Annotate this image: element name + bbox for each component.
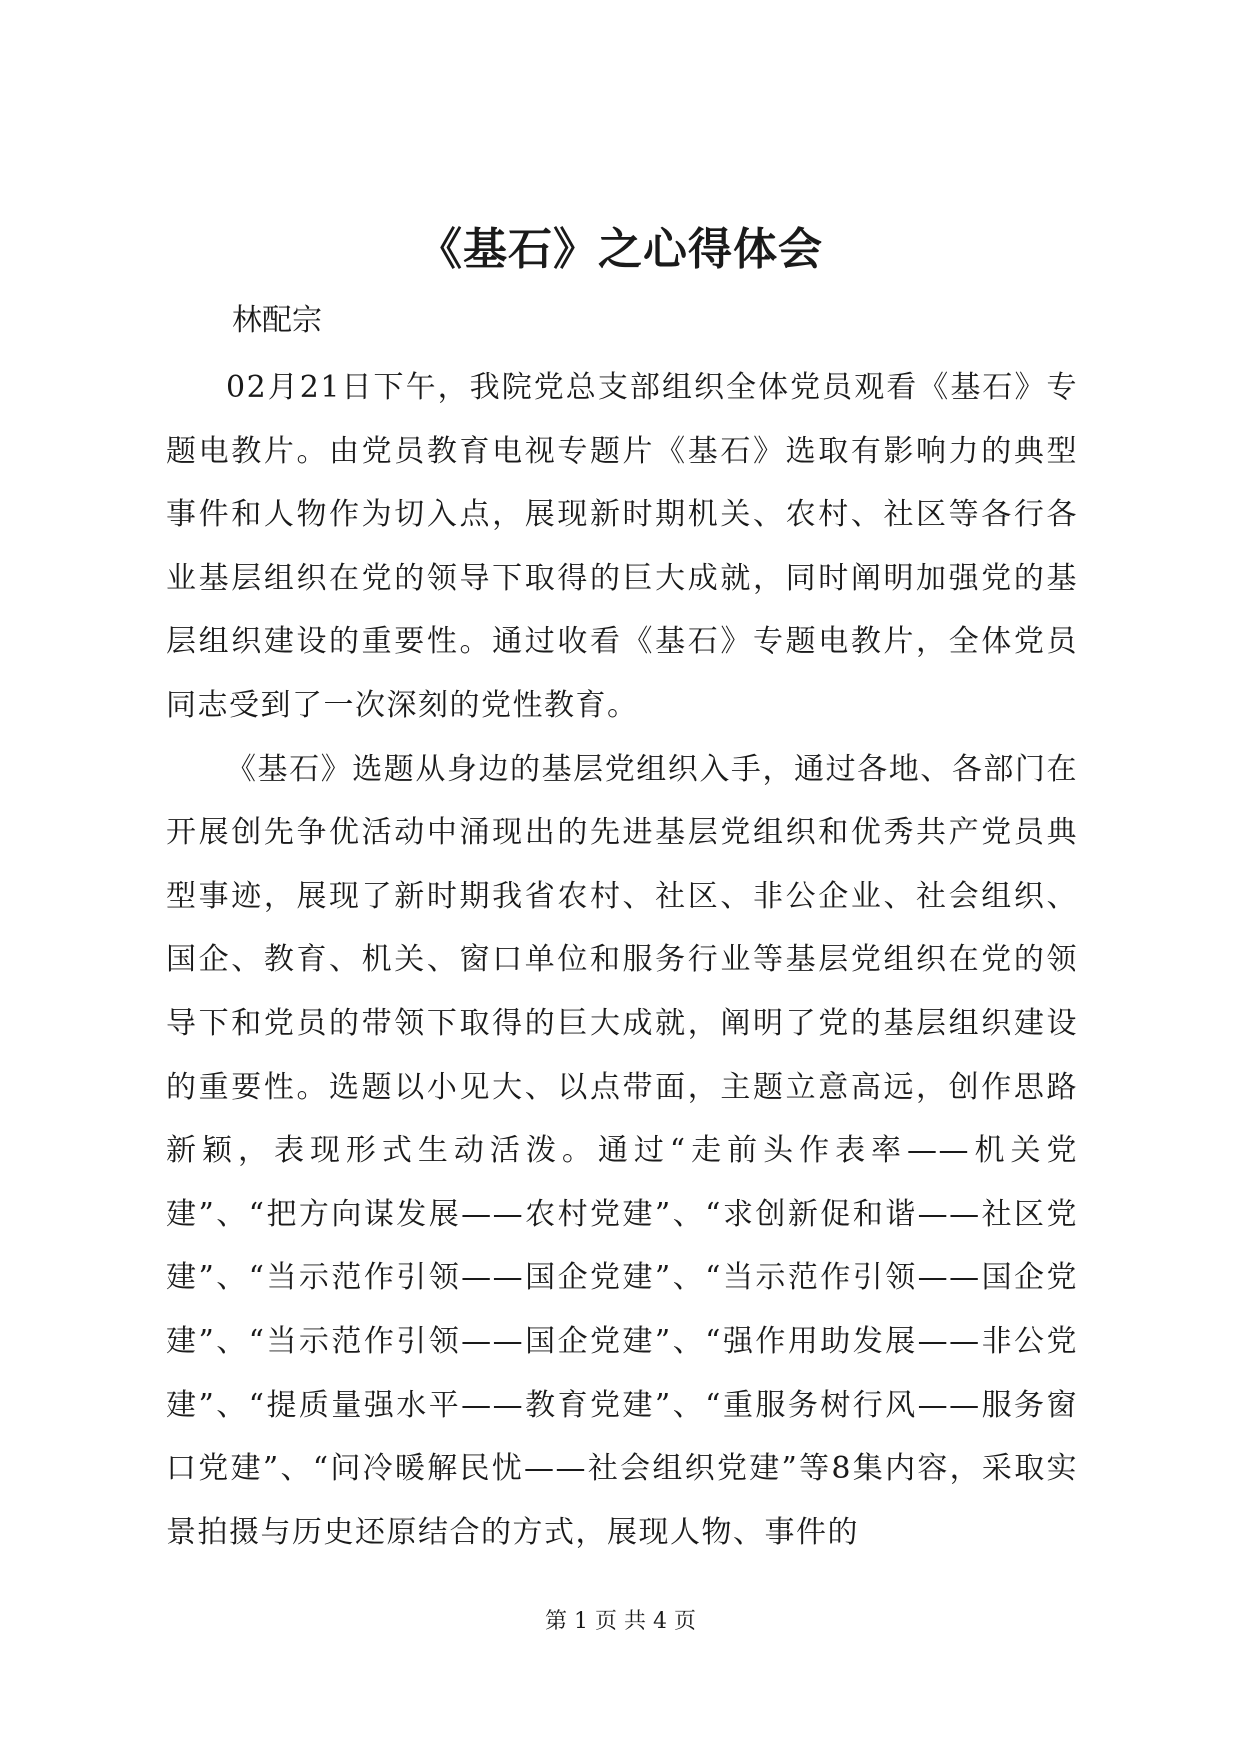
paragraph-2: 《基石》选题从身边的基层党组织入手，通过各地、各部门在开展创先争优活动中涌现出的先进基层党组织和优秀共产党员典型事迹，展现了新时期我省农村、社区、非公企业、社会组织、国企、教育、机关、窗口单位和服务行业等基层党组织在党的领导下和党员的带领下取得的巨大成就，阐明了党的基层组织建设的重要性。选题以小见大、以点带面，主题立意高远，创作思路新颖，表现形式生动活泼。通过“走前头作表率——机关党建”、“把方向谋发展——农村党建”、“求创新促和谐——社区党建”、“当示范作引领——国企党建”、“当示范作引领——国企党建”、“当示范作引领——国企党建”、“强作用助发展——非公党建”、“提质量强水平——教育党建”、“重服务树行风——服务窗口党建”、“问冷暖解民忧——社会组织党建”等8集内容，采取实景拍摄与历史还原结合的方式，展现人物、事件的 — [166, 751, 1078, 1550]
page-number-footer: 第 1 页 共 4 页 — [545, 1609, 696, 1634]
document-title: 《基石》之心得体会 — [418, 224, 823, 275]
document-body — [166, 356, 1078, 1564]
author-name: 林配宗 — [232, 303, 322, 338]
paragraph-1: 02月21日下午，我院党总支部组织全体党员观看《基石》专题电教片。由党员教育电视专题片《基石》选取有影响力的典型事件和人物作为切入点，展现新时期机关、农村、社区等各行各业基层组织在党的领导下取得的巨大成就，同时阐明加强党的基层组织建设的重要性。通过收看《基石》专题电教片，全体党员同志受到了一次深刻的党性教育。 — [166, 370, 1078, 723]
